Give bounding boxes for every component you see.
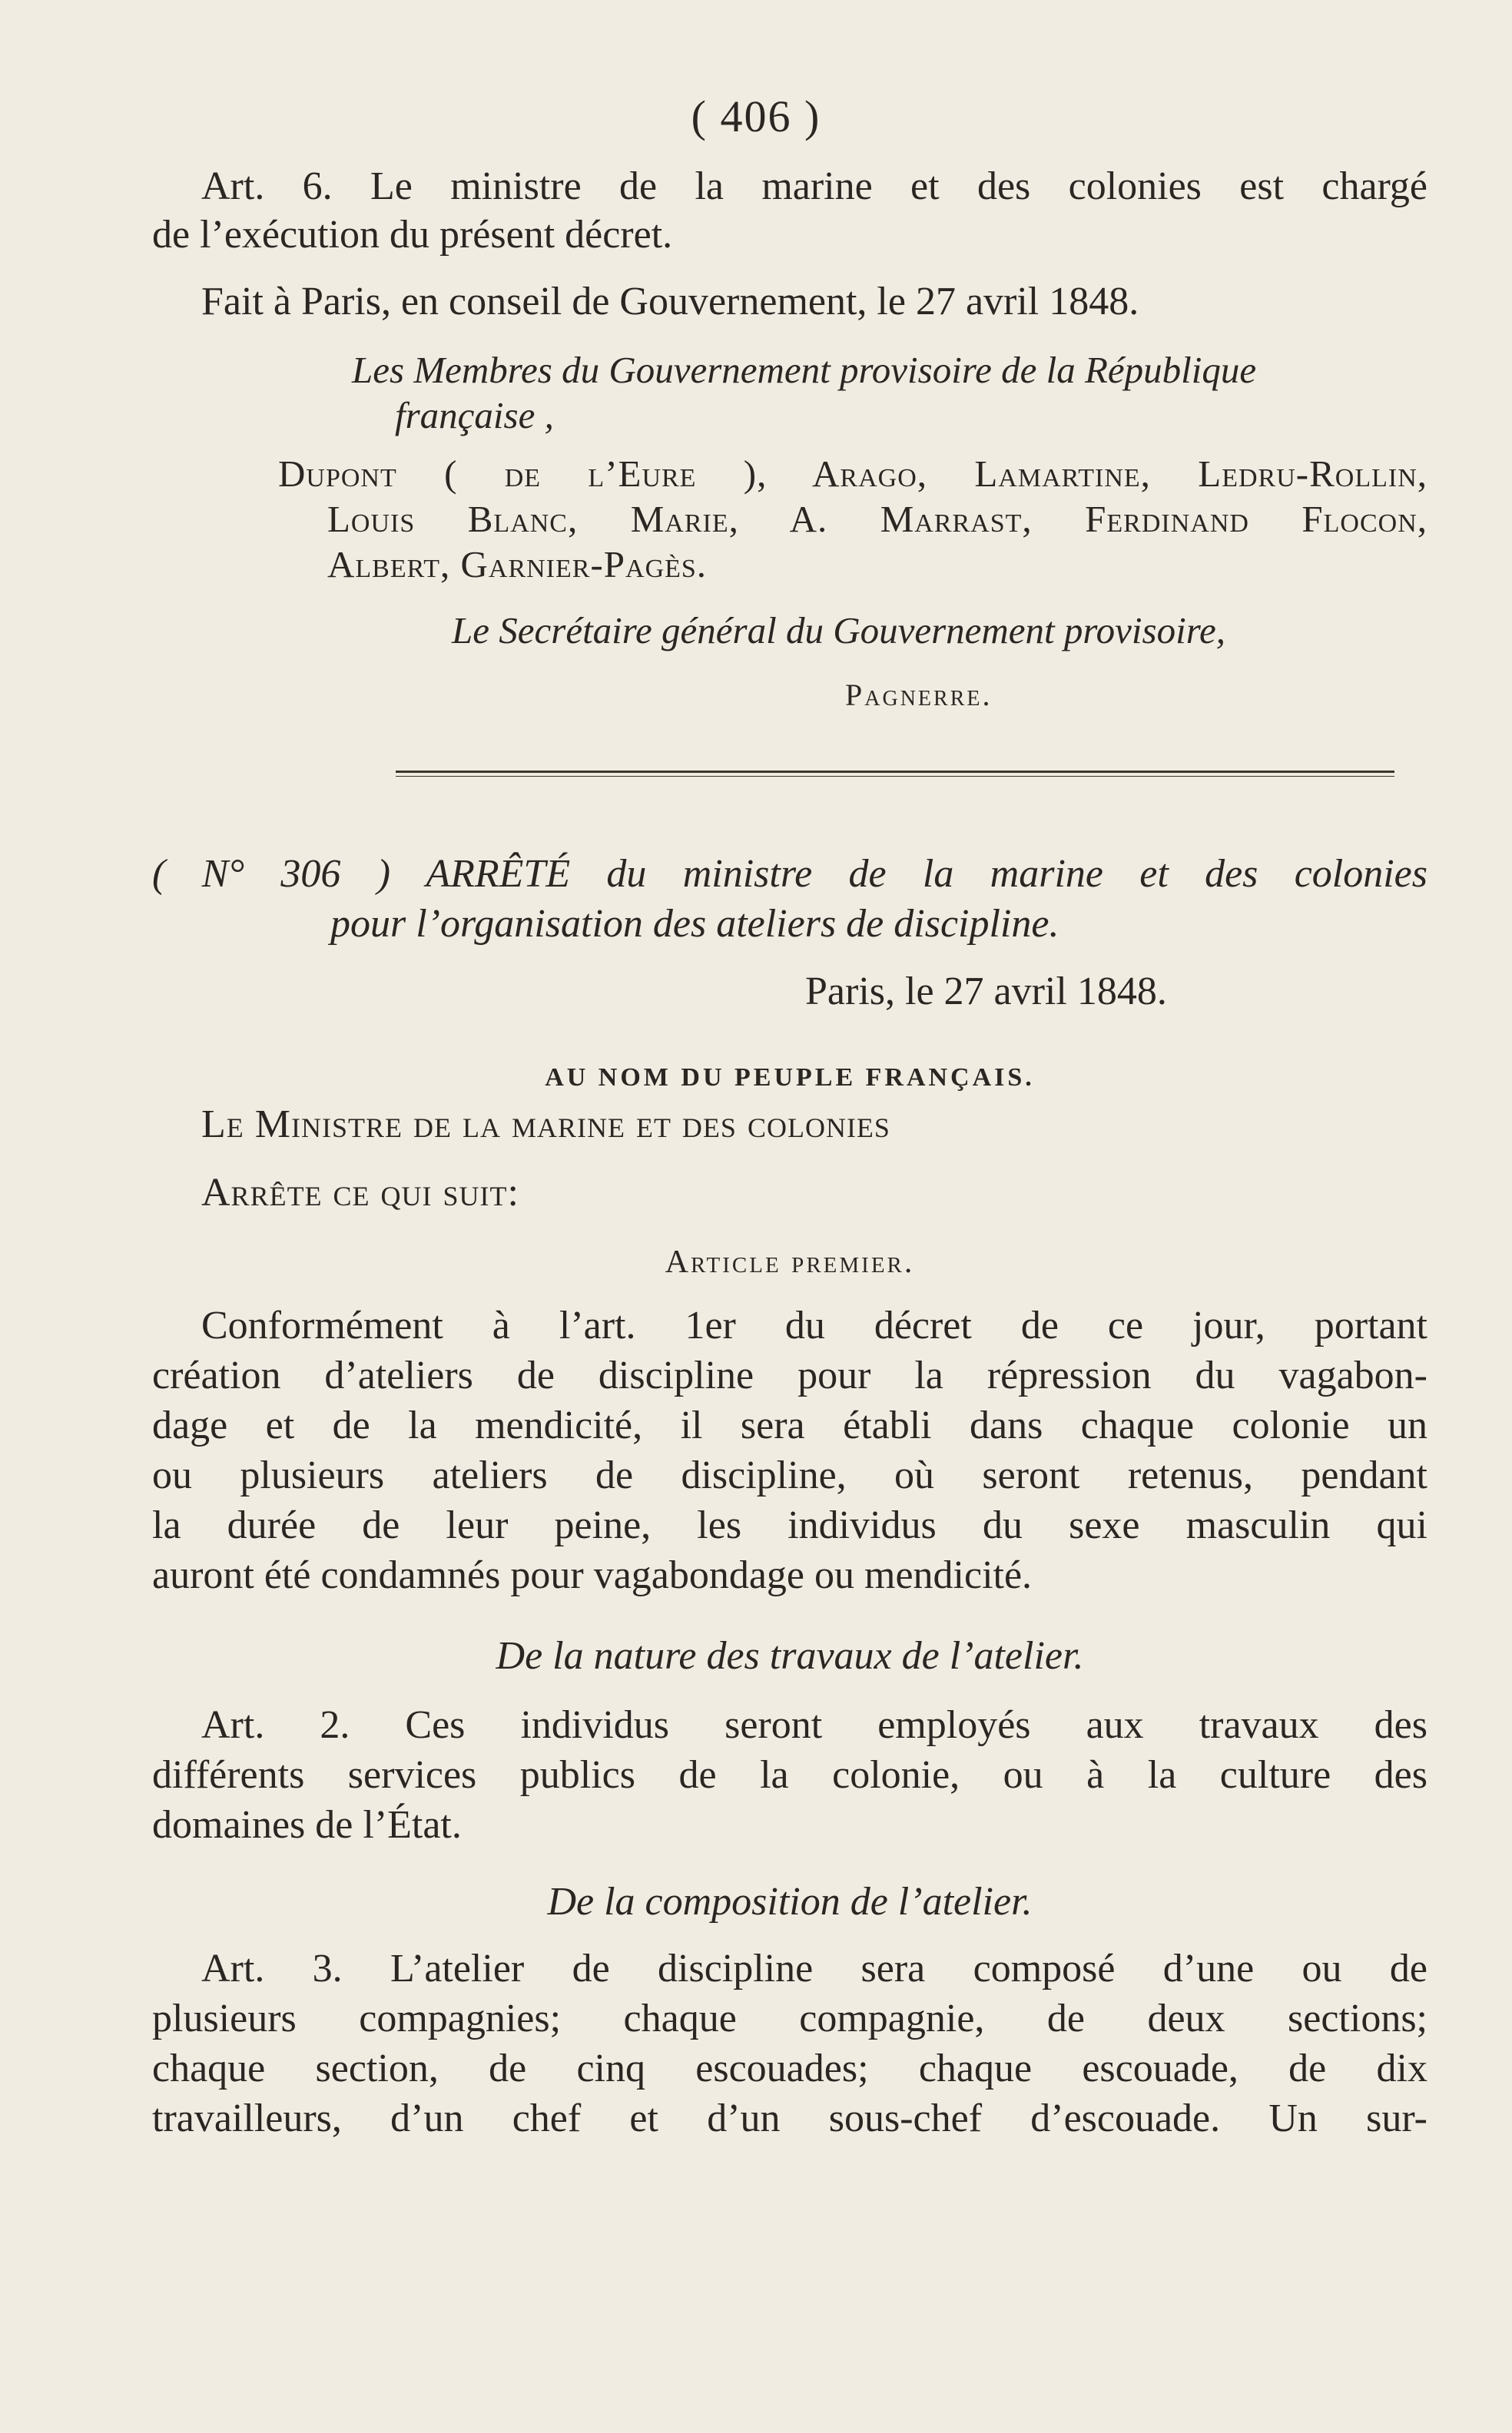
- signatories-line2: Louis Blanc, Marie, A. Marrast, Ferdinand Flocon,: [327, 498, 1427, 540]
- separator-rule: [396, 771, 1394, 773]
- article1-line3: dage et de la mendicité, il sera établi dans chaque colonie un: [152, 1404, 1427, 1447]
- secretary-name: Pagnerre.: [845, 678, 993, 712]
- signatories-line3: Albert, Garnier-Pagès.: [327, 543, 708, 585]
- article2-line3: domaines de l’État.: [152, 1803, 462, 1847]
- article2-line2: différents services publics de la colonie, ou à la culture des: [152, 1753, 1427, 1797]
- article-premier-heading: Article premier.: [665, 1245, 915, 1280]
- section-composition-heading: De la composition de l’atelier.: [547, 1880, 1033, 1924]
- members-line2: française ,: [395, 394, 554, 436]
- art6-line2: de l’exécution du présent décret.: [152, 213, 673, 257]
- page-number: ( 406 ): [691, 91, 821, 141]
- arrete-line: Arrête ce qui suit:: [201, 1171, 519, 1215]
- article3-line3: chaque section, de cinq escouades; chaque escouade, de dix: [152, 2047, 1427, 2090]
- dated-line: Fait à Paris, en conseil de Gouvernement, le 27 avril 1848.: [201, 280, 1139, 323]
- members-line1: Les Membres du Gouvernement provisoire de la République: [352, 349, 1257, 391]
- arrete-dateline: Paris, le 27 avril 1848.: [805, 970, 1167, 1013]
- article1-line4: ou plusieurs ateliers de discipline, où seront retenus, pendant: [152, 1454, 1427, 1497]
- article3-line2: plusieurs compagnies; chaque compagnie, de deux sections;: [152, 1997, 1427, 2040]
- section-nature-heading: De la nature des travaux de l’atelier.: [496, 1634, 1084, 1678]
- article1-line5: la durée de leur peine, les individus du sexe masculin qui: [152, 1503, 1427, 1547]
- article1-line1: Conformément à l’art. 1er du décret de ce jour, portant: [201, 1304, 1427, 1347]
- signatories-line1: Dupont ( de l’Eure ), Arago, Lamartine, Ledru-Rollin,: [278, 452, 1427, 495]
- separator-rule-thin: [396, 776, 1394, 777]
- article1-line6: auront été condamnés pour vagabondage ou mendicité.: [152, 1553, 1033, 1597]
- minister-line: Le Ministre de la marine et des colonies: [201, 1102, 890, 1146]
- arrete-title-line1: ( N° 306 ) ARRÊTÉ du ministre de la marine et des colonies: [152, 852, 1427, 896]
- arrete-heading: AU NOM DU PEUPLE FRANÇAIS.: [545, 1063, 1035, 1092]
- art6-line1: Art. 6. Le ministre de la marine et des colonies est chargé: [201, 164, 1427, 208]
- arrete-title-line2: pour l’organisation des ateliers de discipline.: [330, 902, 1059, 946]
- article1-line2: création d’ateliers de discipline pour la répression du vagabon-: [152, 1354, 1427, 1397]
- article2-line1: Art. 2. Ces individus seront employés aux travaux des: [201, 1703, 1427, 1747]
- article3-line1: Art. 3. L’atelier de discipline sera composé d’une ou de: [201, 1947, 1427, 1990]
- secretary-title: Le Secrétaire général du Gouvernement provisoire,: [452, 609, 1225, 651]
- article3-line4: travailleurs, d’un chef et d’un sous-chef d’escouade. Un sur-: [152, 2097, 1427, 2140]
